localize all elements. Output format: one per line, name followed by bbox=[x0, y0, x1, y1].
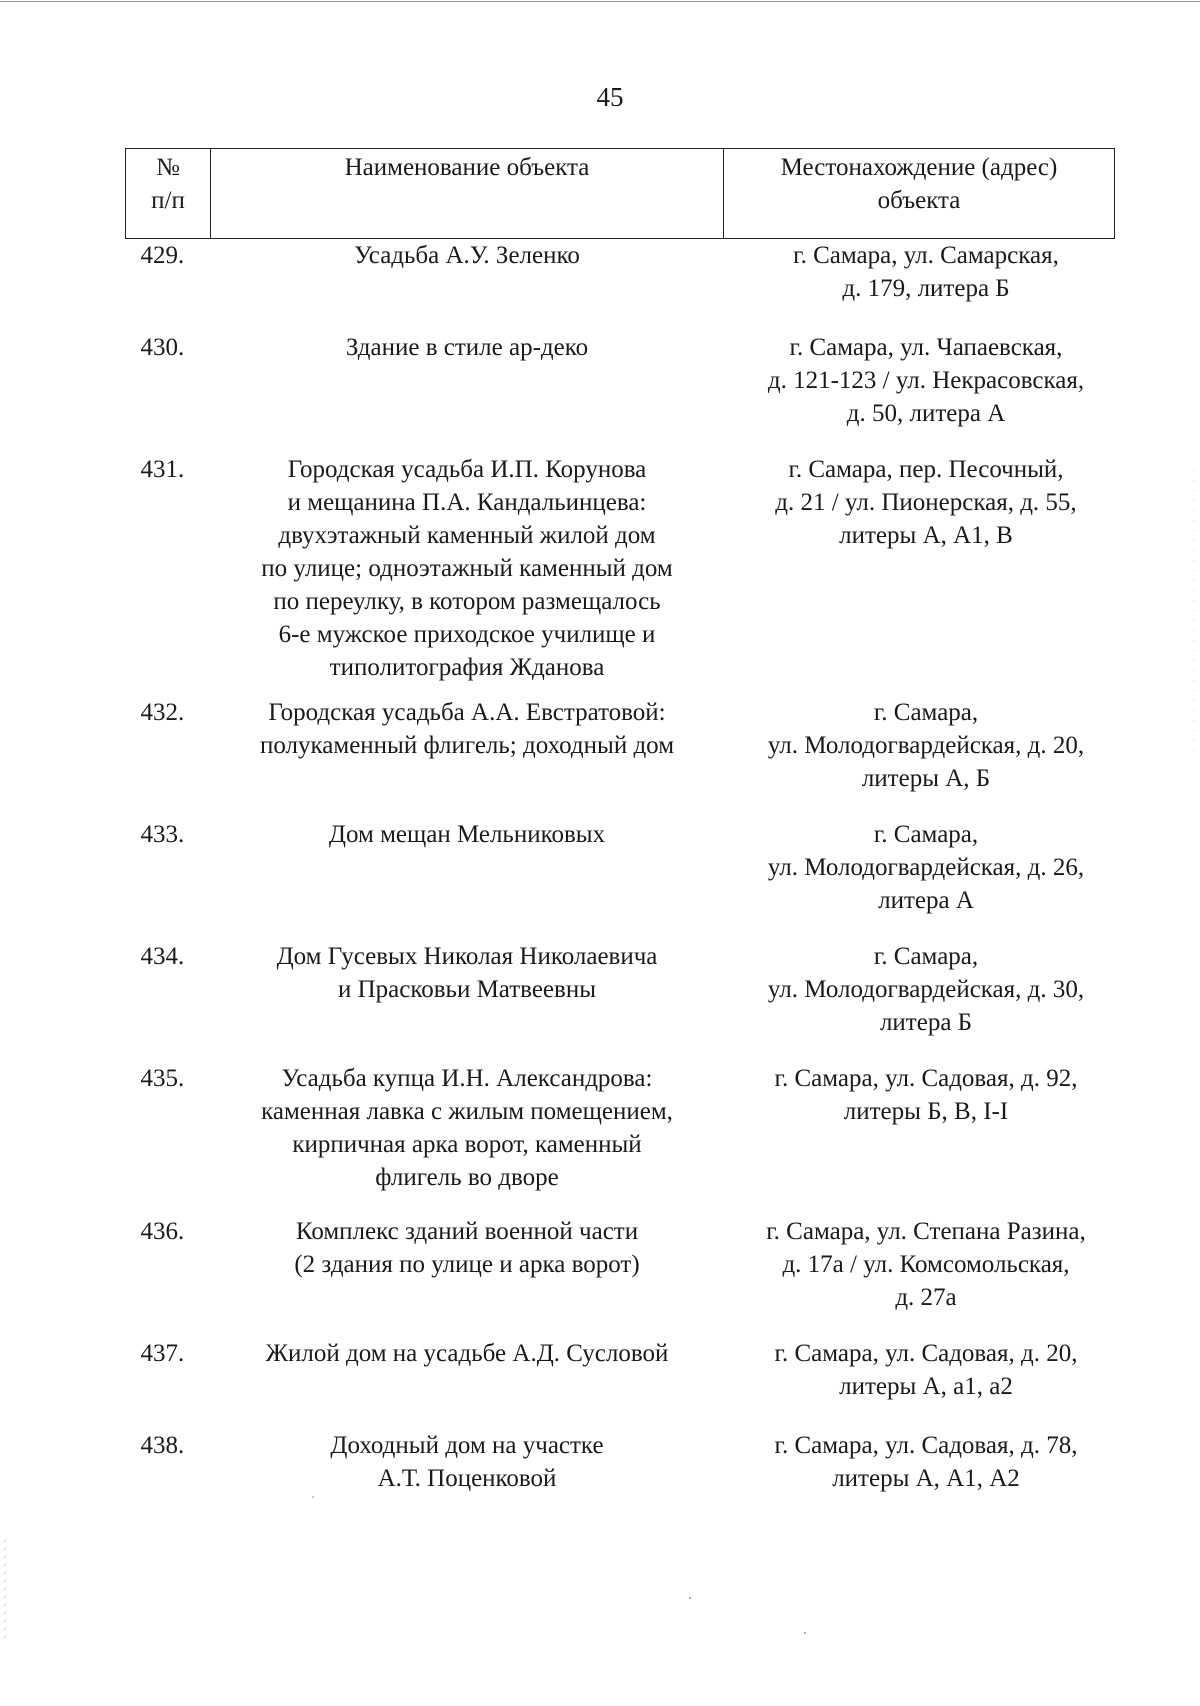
row-number: 431. bbox=[140, 455, 185, 483]
row-object-address bbox=[724, 940, 1115, 1062]
row-object-name bbox=[211, 331, 724, 453]
object-name-line: двухэтажный каменный жилой дом bbox=[278, 521, 656, 549]
object-name-line: и мещанина П.А. Кандальинцева: bbox=[287, 488, 647, 516]
table-body bbox=[126, 239, 1115, 1521]
object-address-line: г. Самара, ул. Самарская, bbox=[793, 242, 1059, 269]
object-address-line: литеры А, Б bbox=[861, 764, 991, 792]
row-object-address bbox=[724, 239, 1115, 331]
table-row bbox=[126, 331, 1115, 453]
row-object-name bbox=[211, 818, 724, 940]
table-row bbox=[126, 940, 1115, 1062]
row-number: 433. bbox=[140, 820, 185, 848]
object-address-line: г. Самара, ул. Садовая, д. 92, bbox=[774, 1064, 1078, 1092]
header-number-line: № bbox=[156, 154, 180, 181]
object-name-line: типолитография Жданова bbox=[329, 653, 605, 681]
object-address-line: ул. Молодогвардейская, д. 30, bbox=[767, 975, 1085, 1003]
row-object-name bbox=[211, 1215, 724, 1337]
page-number: 45 bbox=[596, 82, 624, 112]
monuments-table bbox=[125, 148, 1115, 1521]
row-number: 436. bbox=[140, 1217, 185, 1245]
object-address-line: д. 17а / ул. Комсомольская, bbox=[782, 1250, 1070, 1278]
table-row bbox=[126, 1062, 1115, 1215]
table-row bbox=[126, 1215, 1115, 1337]
object-name-line: Здание в стиле ар-деко bbox=[345, 333, 589, 361]
table-row bbox=[126, 696, 1115, 818]
object-address-line: д. 27а bbox=[895, 1283, 957, 1311]
object-address-line: д. 121-123 / ул. Некрасовская, bbox=[767, 366, 1085, 394]
table-row bbox=[126, 453, 1115, 696]
table-row bbox=[126, 818, 1115, 940]
object-name-line: Городская усадьба И.П. Корунова bbox=[287, 455, 647, 483]
row-number: 438. bbox=[140, 1431, 185, 1459]
row-object-name bbox=[211, 696, 724, 818]
object-name-line: А.Т. Поценковой bbox=[377, 1464, 557, 1492]
table-row bbox=[126, 1337, 1115, 1429]
header-address-line: объекта bbox=[877, 187, 961, 214]
object-name-line: флигель во дворе bbox=[375, 1163, 559, 1191]
header-object-name bbox=[211, 149, 724, 239]
object-name-line: каменная лавка с жилым помещением, bbox=[261, 1097, 673, 1125]
object-address-line: д. 179, литера Б bbox=[842, 275, 1010, 302]
object-name-line: Городская усадьба А.А. Евстратовой: bbox=[268, 698, 666, 726]
object-address-line: литера Б bbox=[879, 1008, 973, 1036]
object-name-line: Доходный дом на участке bbox=[330, 1431, 604, 1459]
object-name-line: Дом Гусевых Николая Николаевича bbox=[276, 942, 658, 970]
object-name-line: кирпичная арка ворот, каменный bbox=[292, 1130, 642, 1158]
object-name-line: и Прасковьи Матвеевны bbox=[337, 975, 597, 1003]
object-address-line: литеры А, а1, а2 bbox=[839, 1372, 1013, 1400]
object-address-line: литеры А, А1, А2 bbox=[832, 1464, 1020, 1492]
row-object-address bbox=[724, 331, 1115, 453]
object-name-line: Жилой дом на усадьбе А.Д. Сусловой bbox=[265, 1339, 669, 1367]
object-name-line: Усадьба купца И.Н. Александрова: bbox=[281, 1064, 653, 1092]
object-name-line: Усадьба А.У. Зеленко bbox=[354, 242, 580, 269]
page-top-edge-line bbox=[0, 1, 1200, 2]
object-name-line: Комплекс зданий военной части bbox=[295, 1217, 639, 1245]
object-address-line: д. 21 / ул. Пионерская, д. 55, bbox=[775, 488, 1077, 516]
object-address-line: г. Самара, ул. Садовая, д. 78, bbox=[774, 1431, 1078, 1459]
object-address-line: литера А bbox=[878, 886, 974, 914]
row-object-name bbox=[211, 453, 724, 696]
object-address-line: г. Самара, ул. Степана Разина, bbox=[766, 1217, 1086, 1245]
object-name-line: 6-е мужское приходское училище и bbox=[278, 620, 656, 648]
row-object-address bbox=[724, 696, 1115, 818]
object-address-line: г. Самара, ул. Чапаевская, bbox=[789, 333, 1063, 361]
object-address-line: ул. Молодогвардейская, д. 26, bbox=[767, 853, 1085, 881]
row-number: 437. bbox=[140, 1339, 185, 1367]
object-address-line: г. Самара, пер. Песочный, bbox=[788, 455, 1064, 483]
object-name-line: по улице; одноэтажный каменный дом bbox=[261, 554, 673, 582]
row-number: 429. bbox=[140, 242, 185, 269]
object-name-line: полукаменный флигель; доходный дом bbox=[259, 731, 675, 759]
object-name-line: Дом мещан Мельниковых bbox=[328, 820, 606, 848]
row-object-address bbox=[724, 1429, 1115, 1521]
row-number: 435. bbox=[140, 1064, 185, 1092]
row-object-name bbox=[211, 1062, 724, 1215]
row-number: 432. bbox=[140, 698, 185, 726]
table-row bbox=[126, 1429, 1115, 1521]
object-address-line: г. Самара, ул. Садовая, д. 20, bbox=[774, 1339, 1078, 1367]
header-name-line: Наименование объекта bbox=[344, 154, 590, 181]
object-name-line: по переулку, в котором размещалось bbox=[273, 587, 661, 615]
object-address-line: ул. Молодогвардейская, д. 20, bbox=[767, 731, 1085, 759]
row-object-name bbox=[211, 1337, 724, 1429]
object-address-line: д. 50, литера А bbox=[846, 399, 1006, 427]
table-row bbox=[126, 239, 1115, 331]
object-address-line: г. Самара, bbox=[873, 942, 979, 970]
row-object-address bbox=[724, 818, 1115, 940]
object-address-line: г. Самара, bbox=[873, 820, 979, 848]
row-object-name bbox=[211, 239, 724, 331]
row-object-name bbox=[211, 940, 724, 1062]
row-object-address bbox=[724, 453, 1115, 696]
row-object-address bbox=[724, 1337, 1115, 1429]
row-number: 430. bbox=[140, 333, 185, 361]
table-header-row bbox=[126, 149, 1115, 239]
header-object-address bbox=[724, 149, 1115, 239]
row-object-name bbox=[211, 1429, 724, 1521]
object-name-line: (2 здания по улице и арка ворот) bbox=[294, 1250, 640, 1278]
row-number: 434. bbox=[140, 942, 185, 970]
object-address-line: г. Самара, bbox=[873, 698, 979, 726]
row-object-address bbox=[724, 1062, 1115, 1215]
header-number bbox=[126, 149, 211, 239]
row-object-address bbox=[724, 1215, 1115, 1337]
object-address-line: литеры Б, В, I-I bbox=[843, 1097, 1009, 1125]
header-number-line: п/п bbox=[151, 187, 185, 214]
object-address-line: литеры А, А1, В bbox=[839, 521, 1013, 549]
header-address-line: Местонахождение (адрес) bbox=[780, 154, 1058, 181]
